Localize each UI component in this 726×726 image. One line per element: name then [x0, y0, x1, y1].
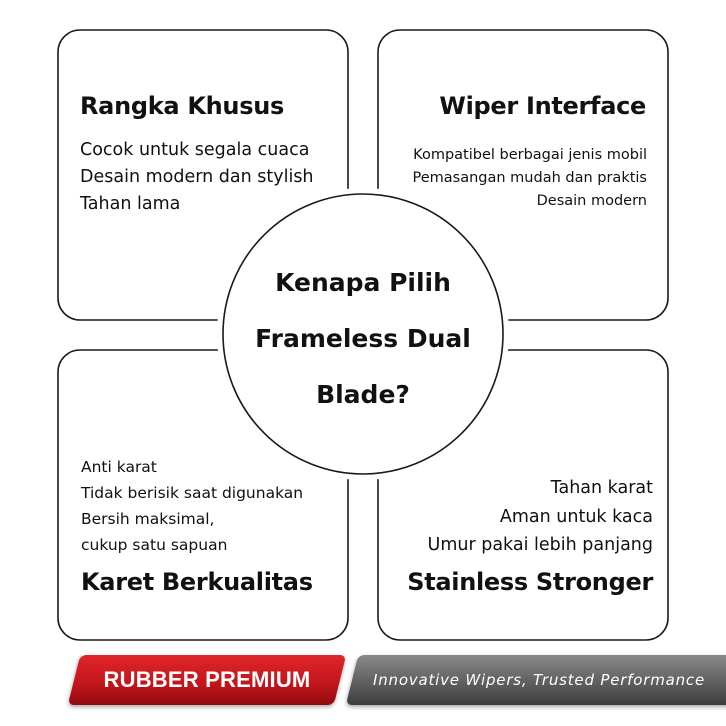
card-bottom-left-line-1: Anti karat [81, 458, 157, 476]
card-top-right-line-3: Desain modern [536, 193, 647, 209]
rubber-premium-label: RUBBER PREMIUM [103, 667, 311, 692]
card-top-left-line-3: Tahan lama [80, 194, 181, 214]
center-question [213, 255, 513, 423]
tagline-text: Innovative Wipers, Trusted Performance [372, 671, 705, 689]
card-bottom-left-line-2: Tidak berisik saat digunakan [81, 484, 304, 502]
card-bottom-right-line-3: Umur pakai lebih panjang [427, 535, 653, 555]
card-top-left-line-1: Cocok untuk segala cuaca [80, 140, 310, 160]
card-bottom-right-line-2: Aman untuk kaca [499, 506, 653, 527]
card-bottom-right-line-1: Tahan karat [550, 478, 653, 498]
card-top-left-line-2: Desain modern dan stylish [80, 167, 314, 187]
center-question-line-1: Kenapa Pilih [275, 268, 451, 297]
card-top-left-title: Rangka Khusus [80, 92, 284, 120]
card-top-right-list [413, 144, 648, 213]
card-bottom-right-title: Stainless Stronger [407, 568, 653, 596]
card-top-right-title: Wiper Interface [439, 92, 646, 120]
center-question-line-3: Blade? [316, 380, 410, 409]
card-bottom-left-line-4: cukup satu sapuan [81, 536, 228, 554]
card-top-right-line-1: Kompatibel berbagai jenis mobil [413, 147, 647, 163]
card-bottom-left-line-3: Bersih maksimal, [81, 510, 215, 528]
center-question-line-2: Frameless Dual [255, 324, 471, 353]
card-top-right-line-2: Pemasangan mudah dan praktis [412, 170, 647, 186]
card-bottom-left-title: Karet Berkualitas [81, 568, 313, 596]
card-bottom-left-list [81, 454, 303, 558]
card-bottom-right-list [428, 474, 653, 560]
card-top-left-list [80, 137, 314, 218]
